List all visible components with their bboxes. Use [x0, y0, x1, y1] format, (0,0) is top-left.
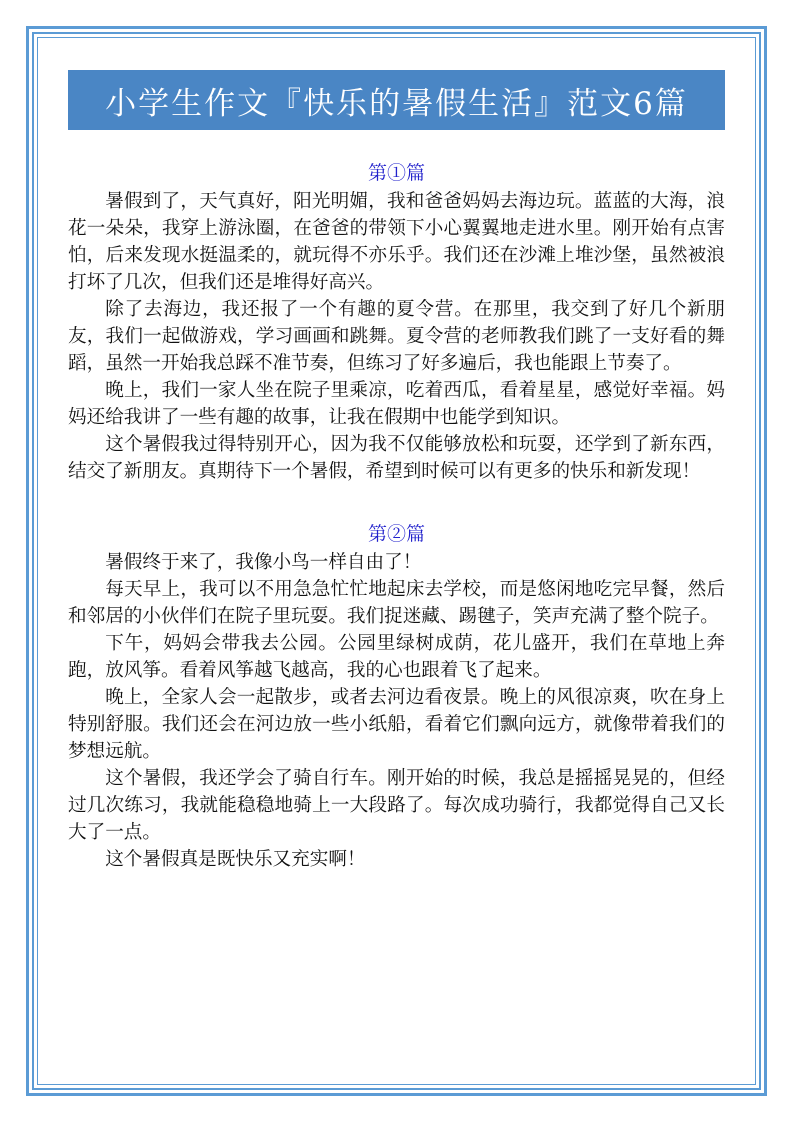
section-spacer: [68, 485, 725, 519]
paragraph: 这个暑假真是既快乐又充实啊！: [105, 849, 366, 870]
paragraph: 晚上，我们一家人坐在院子里乘凉，吃着西瓜，看着星星，感觉好幸福。妈妈还给我讲了一些有趣的故事，让我在假期中也能学到知识。: [68, 380, 725, 428]
paragraph: 这个暑假，我还学会了骑自行车。刚开始的时候，我总是摇摇晃晃的，但经过几次练习，我就能稳稳地骑上一大段路了。每次成功骑行，我都觉得自己又长大了一点。: [68, 768, 725, 843]
essay-section-1: [68, 158, 725, 485]
document-content: [68, 158, 725, 873]
paragraph: 暑假到了，天气真好，阳光明媚，我和爸爸妈妈去海边玩。蓝蓝的大海，浪花一朵朵，我穿上游泳圈，在爸爸的带领下小心翼翼地走进水里。刚开始有点害怕，后来发现水挺温柔的，就玩得不亦乐乎。我们还在沙滩上堆沙堡，虽然被浪打坏了几次，但我们还是堆得好高兴。: [68, 191, 725, 293]
page-title: 小学生作文『快乐的暑假生活』范文6篇: [105, 85, 688, 122]
paragraph: 这个暑假我过得特别开心，因为我不仅能够放松和玩耍，还学到了新东西，结交了新朋友。真期待下一个暑假，希望到时候可以有更多的快乐和新发现！: [68, 434, 725, 482]
title-banner: [68, 70, 725, 130]
section-heading: 第②篇: [367, 523, 425, 545]
paragraph: 除了去海边，我还报了一个有趣的夏令营。在那里，我交到了好几个新朋友，我们一起做游戏，学习画画和跳舞。夏令营的老师教我们跳了一支好看的舞蹈，虽然一开始我总踩不准节奏，但练习了好多遍后，我也能跟上节奏了。: [68, 299, 725, 374]
section-heading: 第①篇: [367, 162, 425, 184]
paragraph: 下午，妈妈会带我去公园。公园里绿树成荫，花儿盛开，我们在草地上奔跑，放风筝。看着风筝越飞越高，我的心也跟着飞了起来。: [68, 633, 725, 681]
paragraph: 晚上，全家人会一起散步，或者去河边看夜景。晚上的风很凉爽，吹在身上特别舒服。我们还会在河边放一些小纸船，看着它们飘向远方，就像带着我们的梦想远航。: [68, 687, 725, 762]
paragraph: 暑假终于来了，我像小鸟一样自由了！: [105, 552, 422, 573]
paragraph: 每天早上，我可以不用急急忙忙地起床去学校，而是悠闲地吃完早餐，然后和邻居的小伙伴们在院子里玩耍。我们捉迷藏、踢毽子，笑声充满了整个院子。: [68, 579, 725, 627]
essay-section-2: [68, 519, 725, 873]
